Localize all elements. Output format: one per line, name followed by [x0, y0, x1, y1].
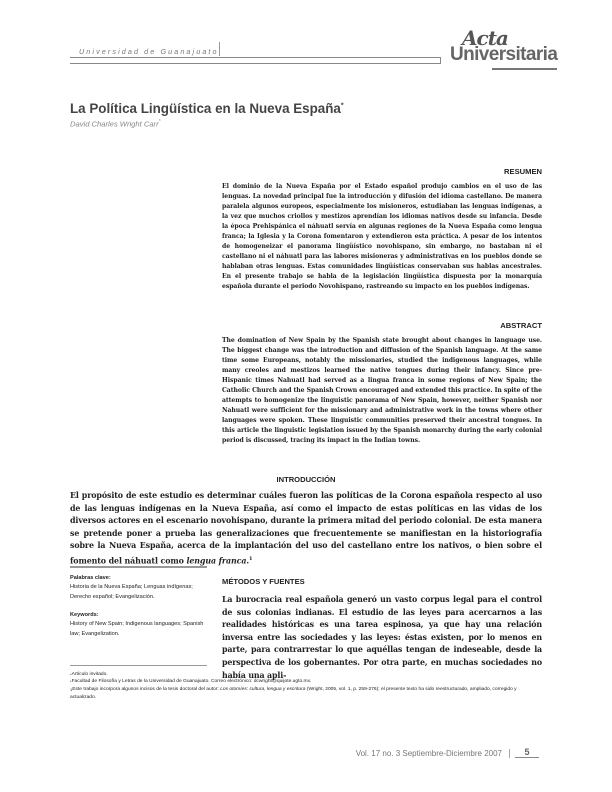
article-title-text: La Política Lingüística en la Nueva España [70, 101, 341, 116]
abstract-body: The domination of New Spain by the Spanish state brought about changes in language use. The biggest change was the introduction and diffusion of the Spanish language. At the same time some Europeans, notably the missionaries, studied the indigenous languages, while many creoles and mestizos learned the native tongues during their infancy. Since pre-Hispanic times Nahuatl had served as a lingua franca in some regions of New Spain; the Catholic Church and the Spanish Crown encouraged and extended this practice. In spite of the attempts to homogenize the linguistic panorama of New Spain, however, neither Spanish nor Nahuatl were sufficient for the missionary and administrative work in the towns where other languages were spoken. These linguistic communities preserved their ancestral tongues. In this article the linguistic legislation issued by the Spanish monarchy during the early colonial period is discussed, tracing its impact in the Indian towns. [222, 337, 542, 445]
metodos-heading: MÉTODOS Y FUENTES [222, 577, 305, 586]
keywords-rule [70, 566, 207, 568]
footnote-mark: * [70, 672, 72, 677]
footnote-affiliation [70, 678, 542, 686]
footnote-mark: * [70, 679, 72, 684]
header-rule [70, 57, 441, 64]
author-name: David Charles Wright Carr [70, 119, 159, 129]
footnote-text: Artículo invitado. [71, 672, 108, 677]
footnote-text-end: (Wright, 2005, vol. 1, p. 259-276); el presente texto ha sido reestructurado, ampliado, corregido y actualizado. [70, 687, 517, 700]
intro-text-end: . [246, 556, 249, 566]
volume-info: Vol. 17 no. 3 Septiembre-Diciembre 2007 [355, 749, 502, 758]
introduccion-heading: INTRODUCCIÓN [276, 475, 336, 484]
keywords-en-label: Keywords: [70, 612, 99, 618]
keywords-en-values: History of New Spain; Indigenous languages; Spanish law; Evangelization. [70, 621, 204, 637]
introduccion-body [70, 490, 542, 568]
metodos-body: La burocracia real española generó un vasto corpus legal para el control de sus colonias indianas. El estudio de las leyes para acercarnos a las realidades históricas es una tarea espinosa, ya que hay una relación inversa entre las sociedades y las leyes: éstas existen, por lo menos en parte, para contrarrestar lo que aquéllas tengan de indeseable, desde la perspectiva de los gobernantes. Por otra parte, en muchas sociedades no había una apli- [222, 595, 542, 680]
intro-italic-term: lengua franca [186, 556, 247, 566]
header-separator [219, 42, 220, 56]
logo-acta-text: Acta [462, 26, 508, 50]
logo-universitaria-text: Universitaria [450, 44, 558, 65]
footnote-1 [70, 686, 542, 701]
institution-name: Universidad de Guanajuato [79, 47, 219, 56]
keywords-en [70, 611, 208, 639]
footer-separator [509, 749, 510, 758]
logo-underline [492, 68, 557, 70]
article-author [70, 119, 161, 129]
page-number: 5 [515, 747, 539, 758]
footnote-italic-title: Los otomíes: cultura, lengua y escritura [220, 687, 306, 692]
footnote-text: Este trabajo incorpora algunos incisos de la tesis doctoral del autor: [72, 687, 221, 692]
keywords-es-label: Palabras clave: [70, 575, 111, 581]
journal-logo [440, 26, 570, 78]
footnote-text: Facultad de Filosofía y Letras de la Universidad de Guanajuato. Correo electrónico: dcwright@quijote.ugto.mx. [71, 679, 312, 684]
resumen-body: El dominio de la Nueva España por el Estado español produjo cambios en el uso de las lenguas. La novedad principal fue la introducción y difusión del idioma castellano. De manera paralela algunos europeos, especialmente los misioneros, estudiaban las lenguas indígenas, a la vez que muchos criollos y mestizos aprendían los idiomas nativos desde su infancia. Desde la época Prehispánica el náhuatl servía en algunas regiones de la Nueva España como lengua franca; la Iglesia y la Corona fomentaron y extendieron esta práctica. A pesar de los intentos de homogeneizar el panorama lingüístico novohispano, sin embargo, no bastaban ni el castellano ni el náhuatl para las labores misioneras y administrativas en los pueblos donde se hablaban otras lenguas. Estas comunidades lingüísticas conservaban sus hablas ancestrales. En el presente trabajo se habla de la legislación lingüística dispuesta por la monarquía española durante el periodo Novohispano, rastreando su impacto en los pueblos indígenas. [222, 183, 542, 291]
footnote-ref-1[interactable]: 1 [249, 555, 253, 562]
author-footnote-mark: * [158, 119, 161, 125]
title-footnote-mark: * [340, 102, 344, 110]
keywords-es [70, 574, 208, 602]
resumen-heading: RESUMEN [504, 167, 542, 176]
article-title [70, 101, 344, 116]
footnote-rule [70, 665, 207, 666]
intro-text: El propósito de este estudio es determinar cuáles fueron las políticas de la Corona española respecto al uso de las lenguas indígenas en la Nueva España, así como el impacto de estas políticas en las vidas de los diversos actores en el escenario novohispano, durante la primera mitad del periodo colonial. De esta manera se pretende poner a prueba las generalizaciones que frecuentemente se manifiestan en la historiografía sobre la Nueva España, acerca de la implantación del uso del castellano entre los nativos, o bien sobre el fomento del náhuatl como [70, 491, 542, 566]
keywords-es-values: Historia de la Nueva España; Lenguas indígenas; Derecho español; Evangelización. [70, 584, 193, 600]
footnote-mark: 1 [70, 687, 73, 692]
abstract-heading: ABSTRACT [500, 321, 542, 330]
